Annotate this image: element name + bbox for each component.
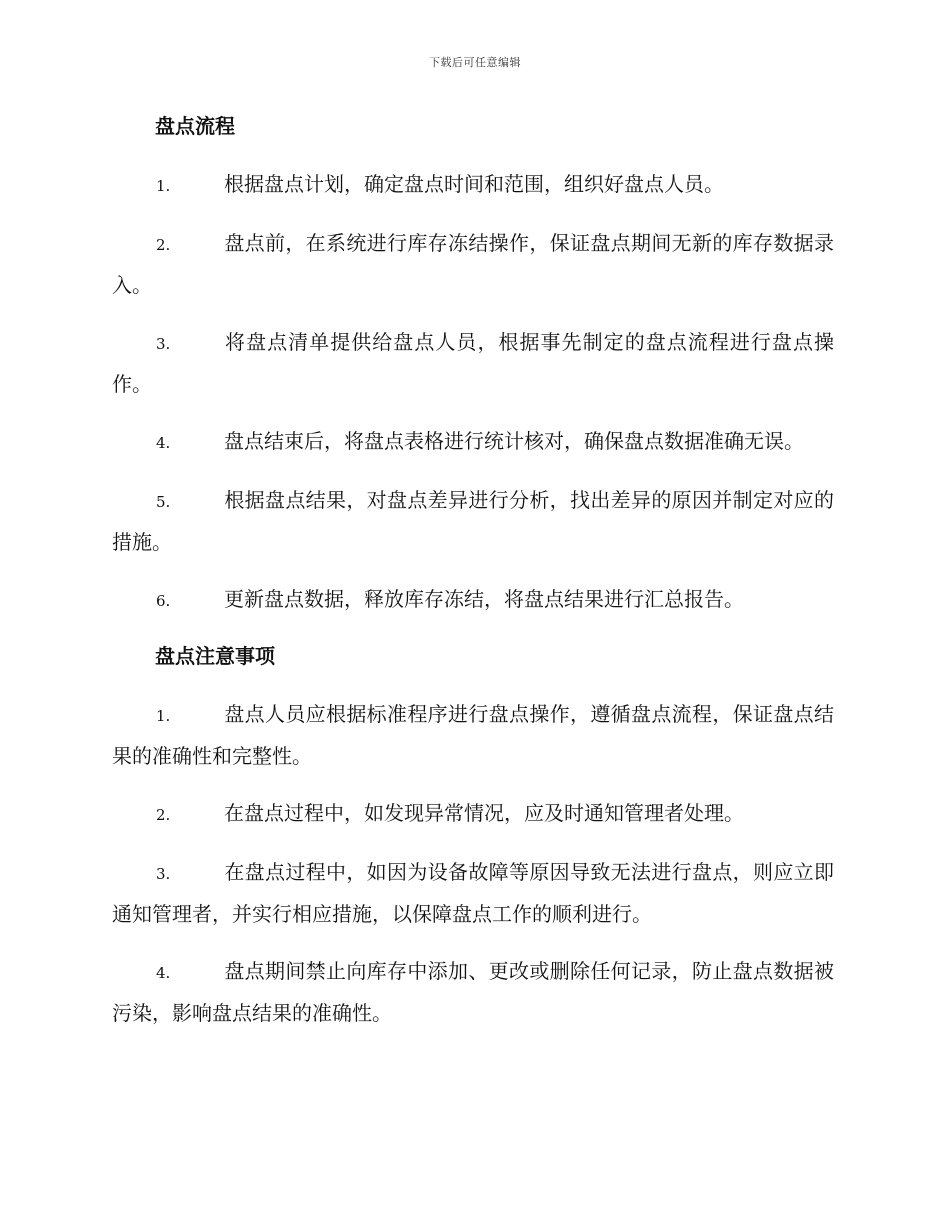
- item-text: 盘点结束后，将盘点表格进行统计核对，确保盘点数据准确无误。: [224, 429, 804, 453]
- process-steps-list: [112, 164, 834, 621]
- item-text: 盘点人员应根据标准程序进行盘点操作，遵循盘点流程，保证盘点结果的准确性和完整性。: [112, 702, 834, 768]
- list-item: [112, 421, 834, 463]
- list-item: [112, 951, 834, 1033]
- item-number: 4.: [156, 434, 171, 452]
- list-item: [112, 223, 834, 305]
- list-item: [112, 322, 834, 404]
- document-body: [112, 108, 834, 1050]
- item-number: 1.: [156, 177, 171, 195]
- item-number: 1.: [156, 707, 171, 725]
- list-item: [112, 852, 834, 934]
- item-text: 将盘点清单提供给盘点人员，根据事先制定的盘点流程进行盘点操作。: [112, 330, 834, 396]
- item-number: 2.: [156, 236, 171, 254]
- item-text: 盘点前，在系统进行库存冻结操作，保证盘点期间无新的库存数据录入。: [112, 231, 834, 297]
- item-text: 在盘点过程中，如因为设备故障等原因导致无法进行盘点，则应立即通知管理者，并实行相应措施，以保障盘点工作的顺利进行。: [112, 860, 834, 926]
- item-number: 6.: [156, 592, 171, 610]
- item-number: 2.: [156, 806, 171, 824]
- list-item: [112, 480, 834, 562]
- page-header: 下载后可任意编辑: [429, 56, 521, 69]
- notes-list: [112, 694, 834, 1033]
- list-item: [112, 694, 834, 776]
- list-item: [112, 164, 834, 206]
- item-text: 更新盘点数据，释放库存冻结，将盘点结果进行汇总报告。: [224, 587, 744, 611]
- item-text: 盘点期间禁止向库存中添加、更改或删除任何记录，防止盘点数据被污染，影响盘点结果的准确性。: [112, 959, 834, 1025]
- item-text: 在盘点过程中，如发现异常情况，应及时通知管理者处理。: [224, 801, 744, 825]
- item-number: 3.: [156, 865, 171, 883]
- section-title-notes: 盘点注意事项: [155, 644, 275, 668]
- item-text: 根据盘点计划，确定盘点时间和范围，组织好盘点人员。: [224, 172, 724, 196]
- item-number: 5.: [156, 493, 171, 511]
- item-text: 根据盘点结果，对盘点差异进行分析，找出差异的原因并制定对应的措施。: [112, 488, 834, 554]
- item-number: 4.: [156, 964, 171, 982]
- list-item: [112, 793, 834, 835]
- list-item: [112, 579, 834, 621]
- item-number: 3.: [156, 335, 171, 353]
- section-title-process: 盘点流程: [155, 114, 235, 138]
